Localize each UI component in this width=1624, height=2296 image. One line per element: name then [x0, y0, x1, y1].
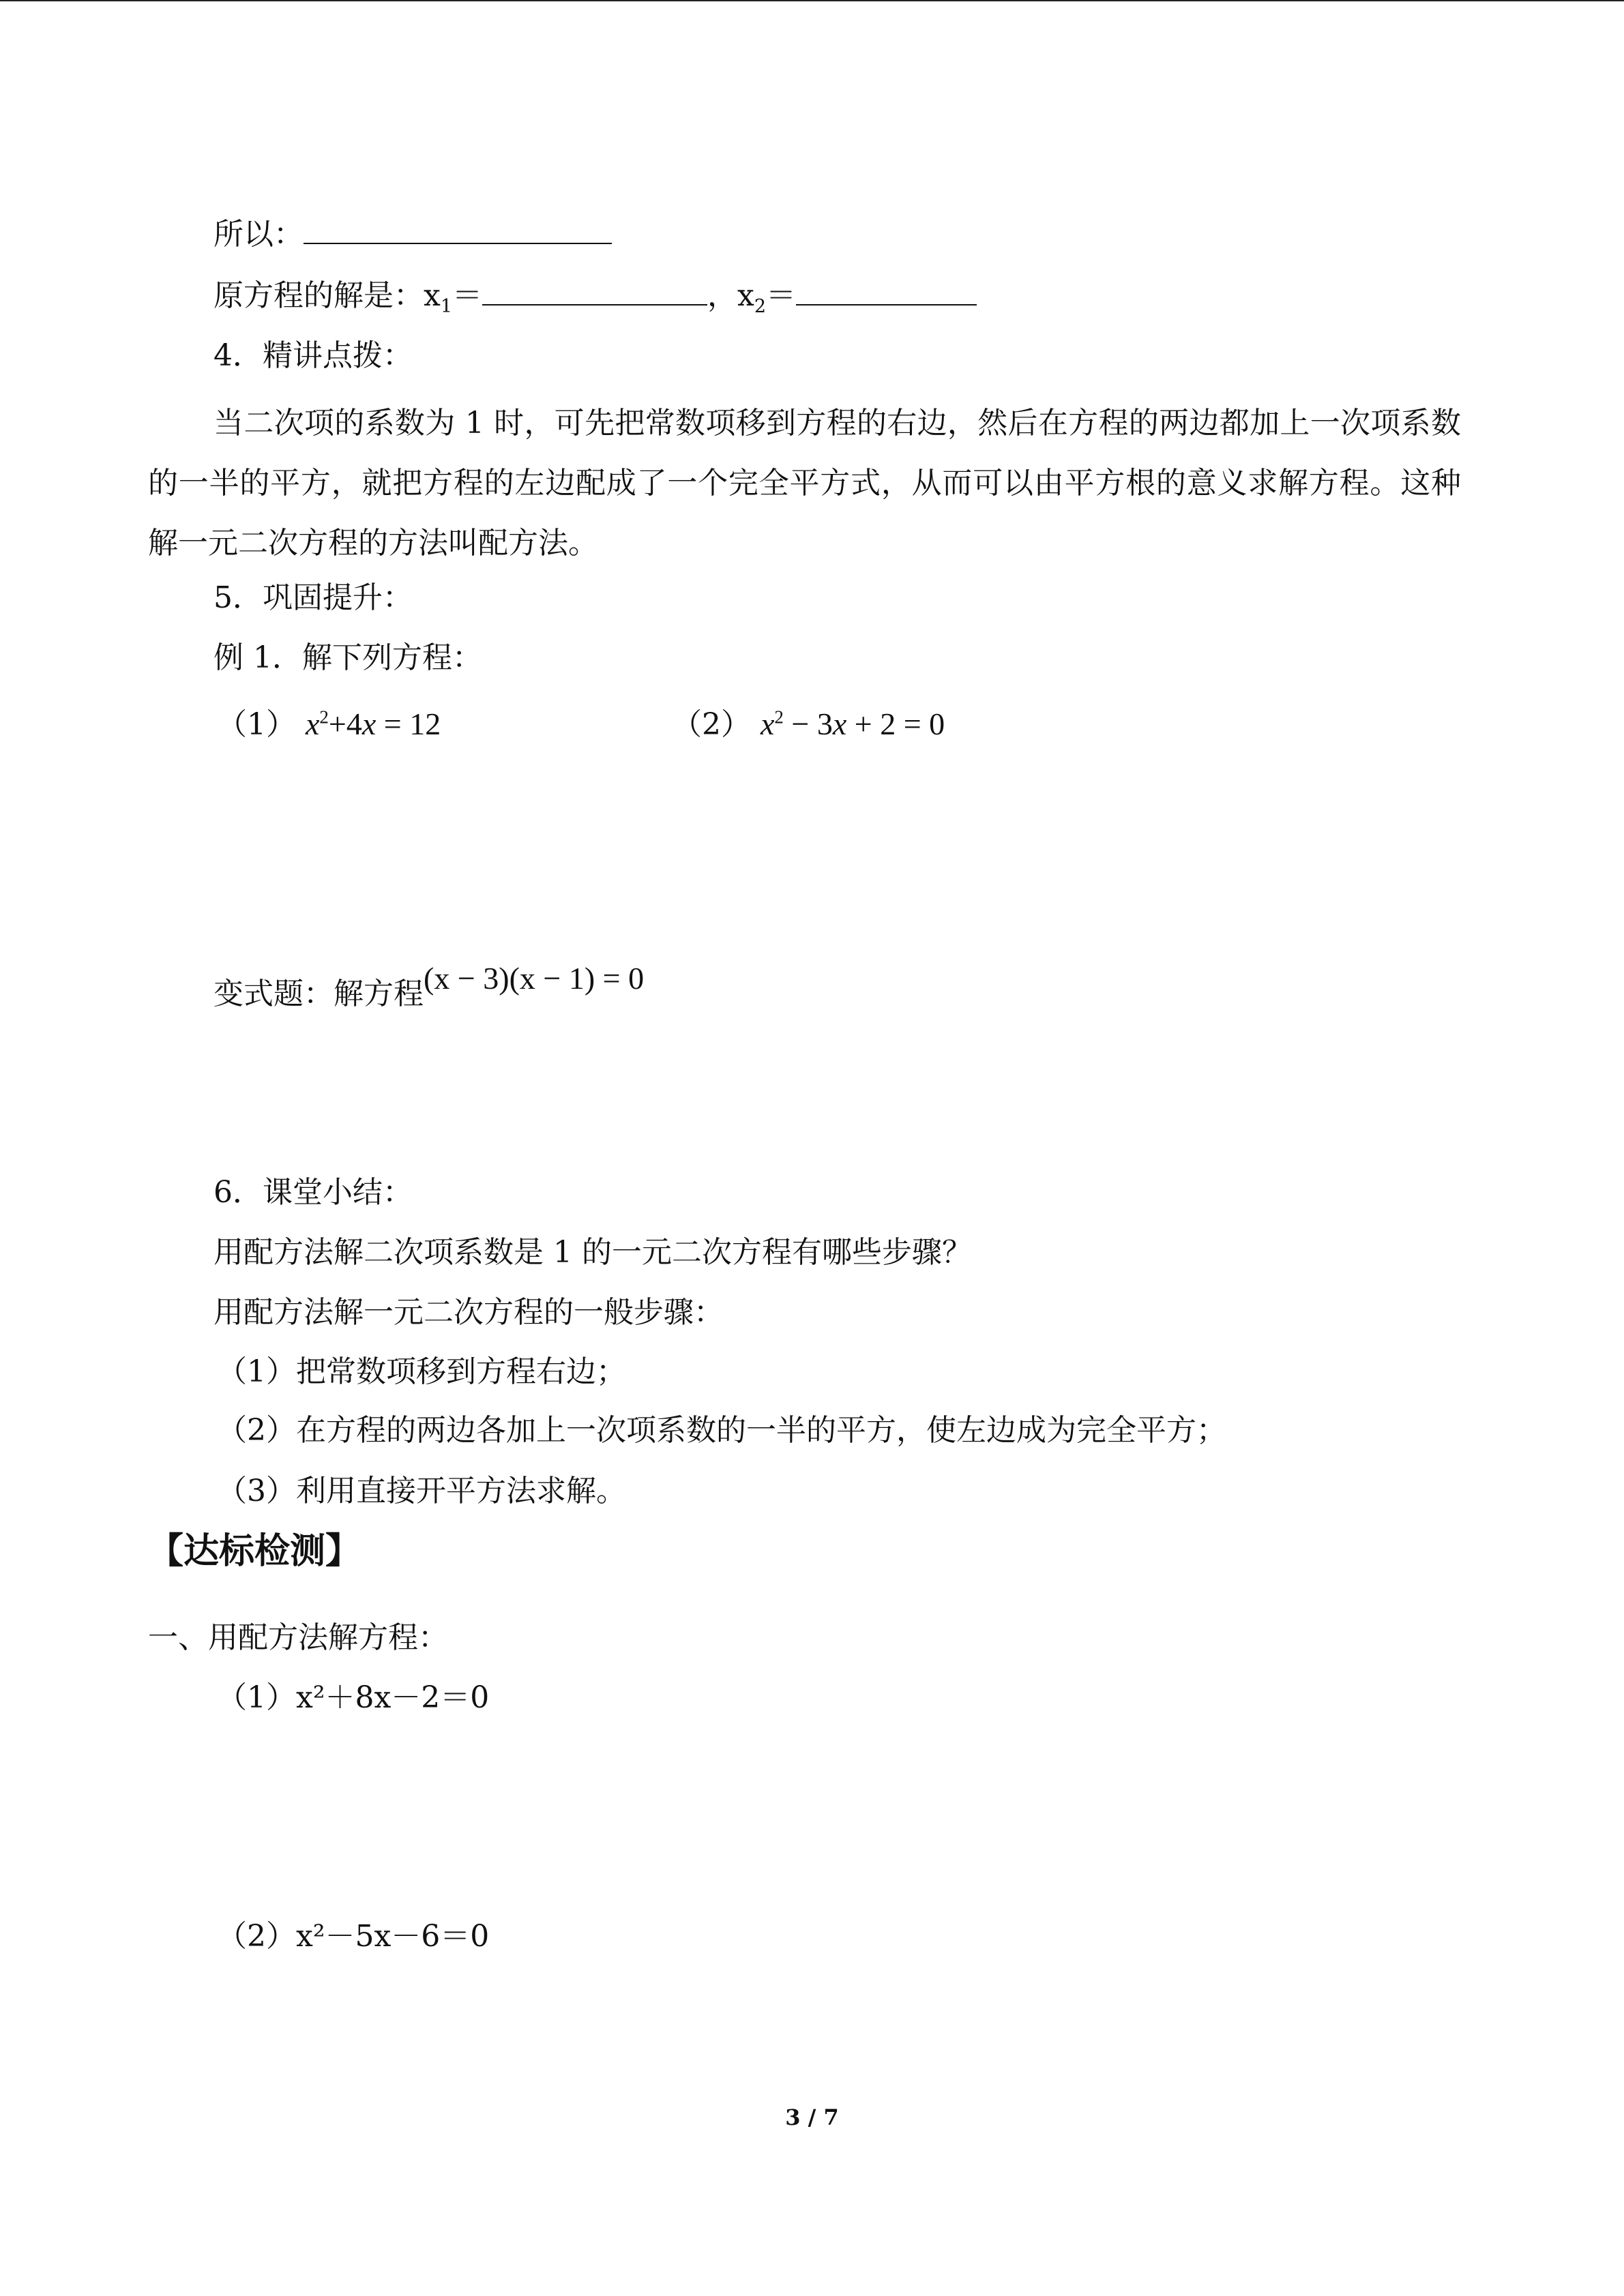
therefore-text: 所以： [213, 217, 304, 252]
item1-label: （1） [217, 707, 296, 742]
equals-2: ＝ [766, 278, 797, 313]
check-item-2 [217, 1916, 489, 1957]
section4-paragraph: 当二次项的系数为 1 时，可先把常数项移到方程的右边，然后在方程的两边都加上一次项系数的一半的平方，就把方程的左边配成了一个完全平方式，从而可以由平方根的意义求解方程。这种解一元二次方程的方法叫配方法。 [148, 406, 1461, 561]
equals-1: ＝ [452, 278, 483, 313]
check-question-1: 一、用配方法解方程： [148, 1620, 448, 1655]
therefore-line [213, 213, 612, 255]
step-1: （1）把常数项移到方程右边； [217, 1354, 626, 1389]
solution-line [213, 274, 977, 316]
step-3: （3）利用直接开平方法求解。 [217, 1474, 626, 1508]
section6-question: 用配方法解二次项系数是 1 的一元二次方程有哪些步骤？ [213, 1235, 972, 1270]
equation-2: $x^2 - 3x + 2 = 0$ [761, 706, 945, 741]
check-item-1 [217, 1678, 489, 1718]
check-item2-equation: x²－5x－6＝0 [296, 1919, 490, 1954]
answer-blank [304, 213, 612, 244]
section5-title: 5．巩固提升： [213, 580, 413, 615]
page-number: 3 / 7 [785, 2104, 839, 2130]
check-heading: 【达标检测】 [148, 1531, 361, 1572]
variant-label: 变式题：解方程 [213, 976, 424, 1011]
check-item2-label: （2） [217, 1919, 296, 1954]
item2-label: （2） [672, 707, 751, 742]
solution-prefix: 原方程的解是：x [213, 278, 441, 313]
section4-title: 4．精讲点拨： [213, 338, 413, 373]
equation-1: $x^2+4x = 12$ [306, 706, 441, 741]
example-item-2 [672, 704, 945, 745]
x2-blank [796, 274, 977, 305]
example1-title: 例 1．解下列方程： [213, 640, 482, 675]
example-item-1 [217, 704, 441, 745]
solution-comma: ，x [707, 278, 754, 313]
x1-blank [482, 274, 707, 305]
subscript-1: 1 [440, 295, 453, 317]
section6-title: 6．课堂小结： [213, 1175, 413, 1210]
check-item1-equation: x²＋8x－2＝0 [296, 1680, 490, 1715]
step-2: （2）在方程的两边各加上一次项系数的一半的平方，使左边成为完全平方； [217, 1413, 1226, 1448]
steps-title: 用配方法解一元二次方程的一般步骤： [213, 1295, 724, 1330]
check-item1-label: （1） [217, 1680, 296, 1715]
variant-line [213, 961, 645, 1015]
variant-equation: (x − 3)(x − 1) = 0 [424, 961, 645, 996]
subscript-2: 2 [754, 295, 767, 317]
